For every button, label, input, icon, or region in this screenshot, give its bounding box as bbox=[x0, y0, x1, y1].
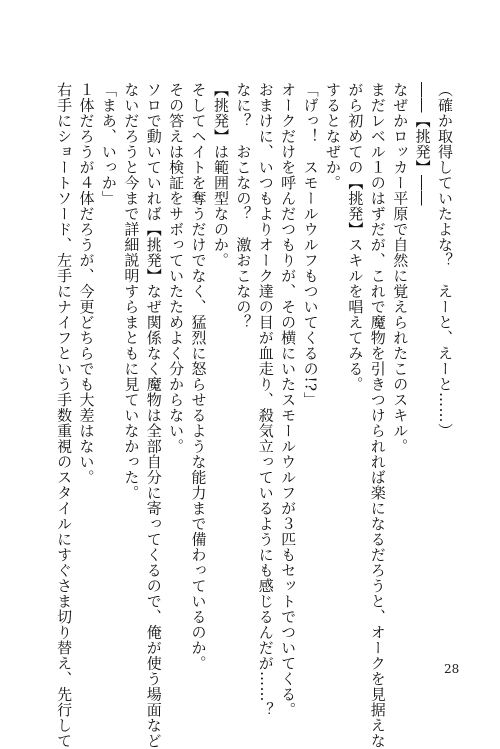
text-line: その答えは検証をサボっていたためよく分からない。 bbox=[167, 82, 186, 454]
page-number: 28 bbox=[444, 662, 460, 676]
text-line: まだレベル１のはずだが、これで魔物を引きつけられれば楽になるだろうと、オークを見据えな bbox=[368, 82, 387, 749]
text-line: ソロで動いていれば【挑発】なぜ関係なく魔物は全部自分に寄ってくるので、俺が使う場面など bbox=[144, 82, 163, 749]
text-line: なぜかロッカー平原で自然に覚えられたこのスキル。 bbox=[391, 82, 410, 454]
text-line: そしてヘイトを奪うだけでなく、猛烈に怒らせるような能力まで備わっているのか。 bbox=[189, 82, 208, 671]
text-line: 右手にショートソード、左手にナイフという手数重視のスタイルにすぐさま切り替え、先行して bbox=[55, 82, 74, 749]
text-line: なに？ おこなの？ 激おこなの？ bbox=[234, 82, 253, 330]
text-line: オークだけを呼んだつもりが、その横にいたスモールウルフが３匹もセットでついてくる。 bbox=[279, 82, 298, 718]
text-line: 「まあ、いっか」 bbox=[99, 82, 118, 206]
text-line: おまけに、いつもよりオーク達の目が血走り、殺気立っているようにも感じるんだが……？ bbox=[256, 82, 275, 718]
text-line: ――【挑発】―― bbox=[413, 82, 432, 206]
text-line: １体だろうが４体だろうが、今更どちらでも大差はない。 bbox=[77, 82, 96, 485]
text-line: ないだろうと今まで詳細説明すらまともに見ていなかった。 bbox=[122, 82, 141, 501]
text-line: （確か取得していたよな？ えーと、えーと……） bbox=[436, 82, 454, 439]
text-line: 【挑発】は範囲型なのか。 bbox=[211, 82, 230, 268]
text-line: 「げっ！ スモールウルフもついてくるの!?」 bbox=[301, 82, 320, 408]
text-line: がら初めての【挑発】スキルを唱えてみる。 bbox=[346, 82, 365, 392]
text-line: するとなぜか。 bbox=[323, 82, 342, 191]
